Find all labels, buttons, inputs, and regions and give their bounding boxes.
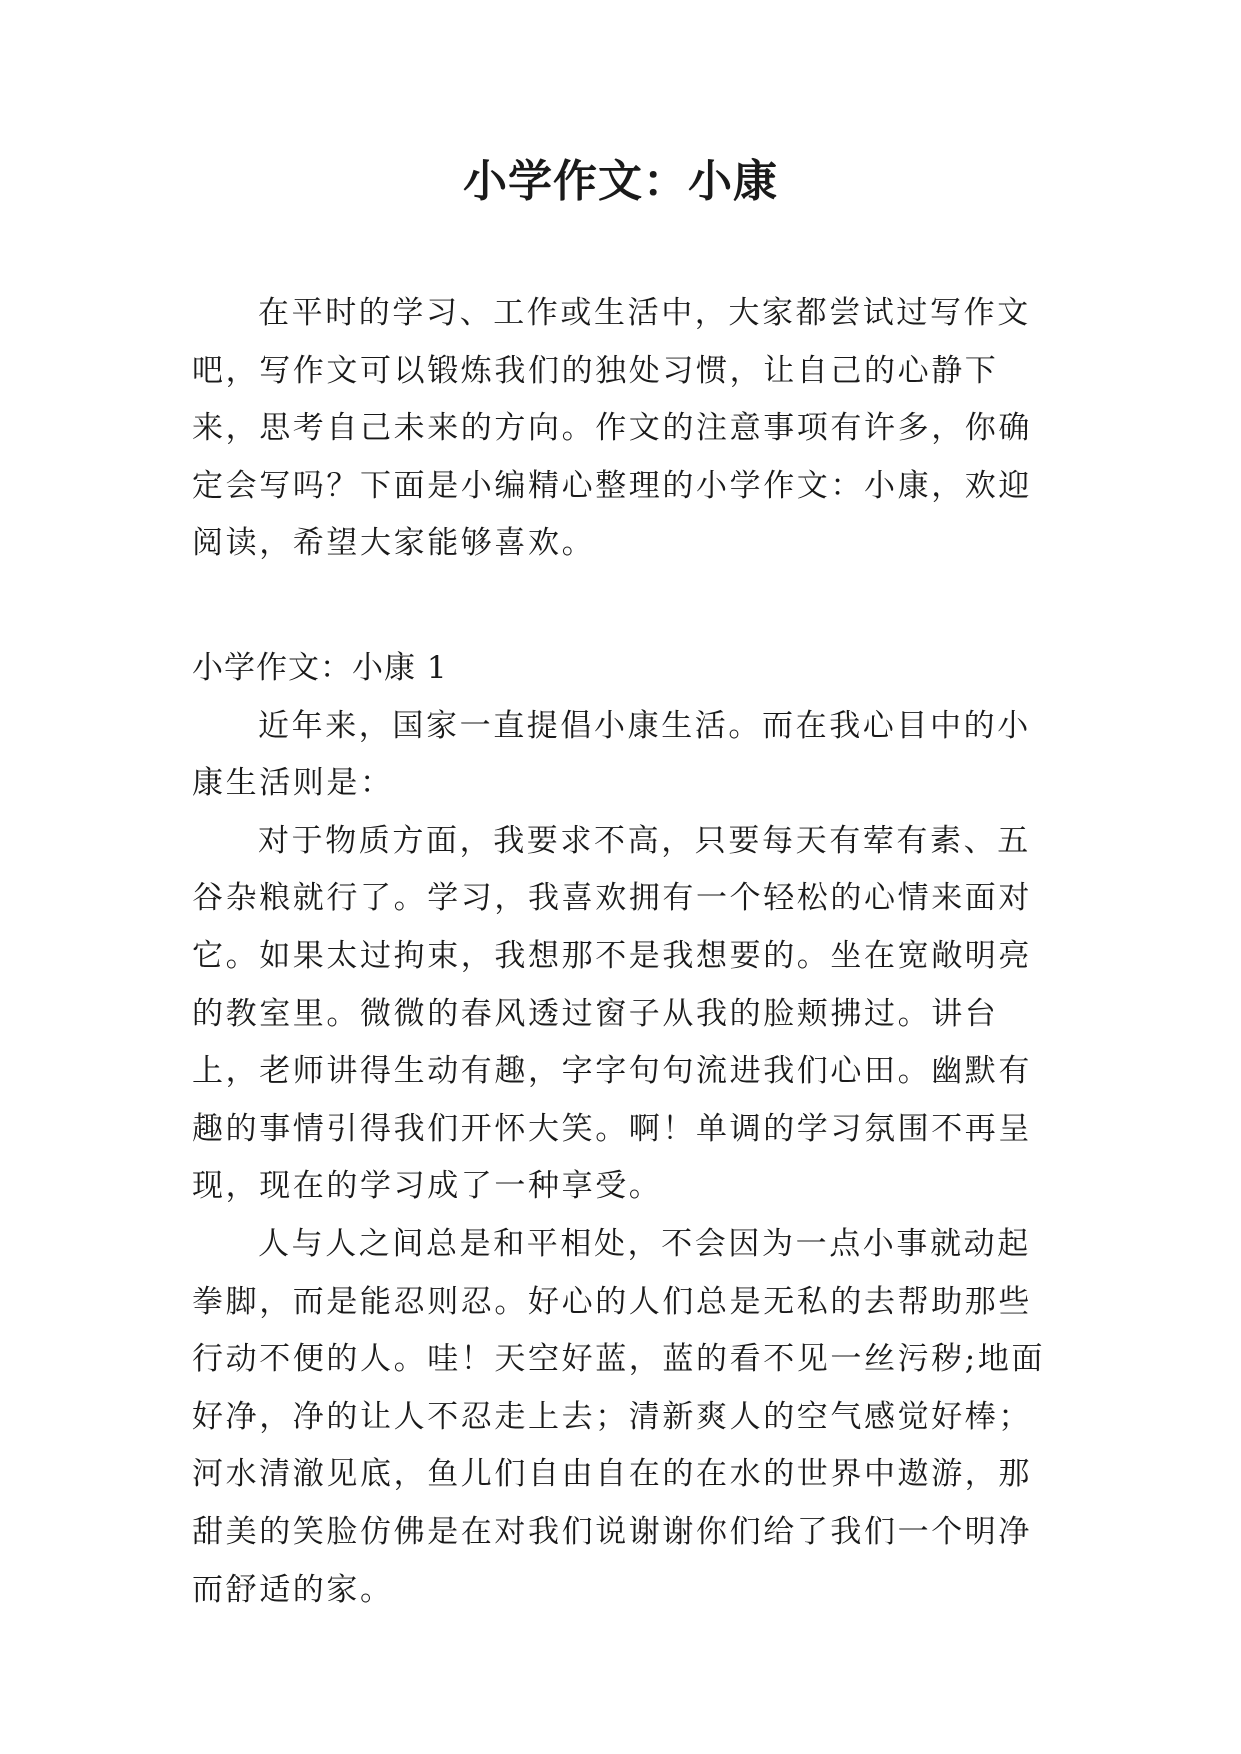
- essay-section: [192, 640, 1052, 1619]
- intro-paragraph: 在平时的学习、工作或生活中，大家都尝试过写作文吧，写作文可以锻炼我们的独处习惯，让自己的心静下来，思考自己未来的方向。作文的注意事项有许多，你确定会写吗？下面是小编精心整理的小学作文：小康，欢迎阅读，希望大家能够喜欢。: [192, 295, 1032, 562]
- page-title: 小学作文：小康: [463, 156, 778, 207]
- paragraph-1: 近年来，国家一直提倡小康生活。而在我心目中的小康生活则是：: [192, 707, 1031, 802]
- section-heading: 小学作文：小康 1: [192, 650, 448, 686]
- paragraph-3: 人与人之间总是和平相处，不会因为一点小事就动起拳脚，而是能忍则忍。好心的人们总是无私的去帮助那些行动不便的人。哇！天空好蓝，蓝的看不见一丝污秽;地面好净，净的让人不忍走上去；清新爽人的空气感觉好棒；河水清澈见底，鱼儿们自由自在的在水的世界中遨游，那甜美的笑脸仿佛是在对我们说谢谢你们给了我们一个明净而舒适的家。: [192, 1225, 1046, 1608]
- paragraph-2: 对于物质方面，我要求不高，只要每天有荤有素、五谷杂粮就行了。学习，我喜欢拥有一个轻松的心情来面对它。如果太过拘束，我想那不是我想要的。坐在宽敞明亮的教室里。微微的春风透过窗子从我的脸颊拂过。讲台上，老师讲得生动有趣，字字句句流进我们心田。幽默有趣的事情引得我们开怀大笑。啊！单调的学习氛围不再呈现，现在的学习成了一种享受。: [192, 822, 1032, 1205]
